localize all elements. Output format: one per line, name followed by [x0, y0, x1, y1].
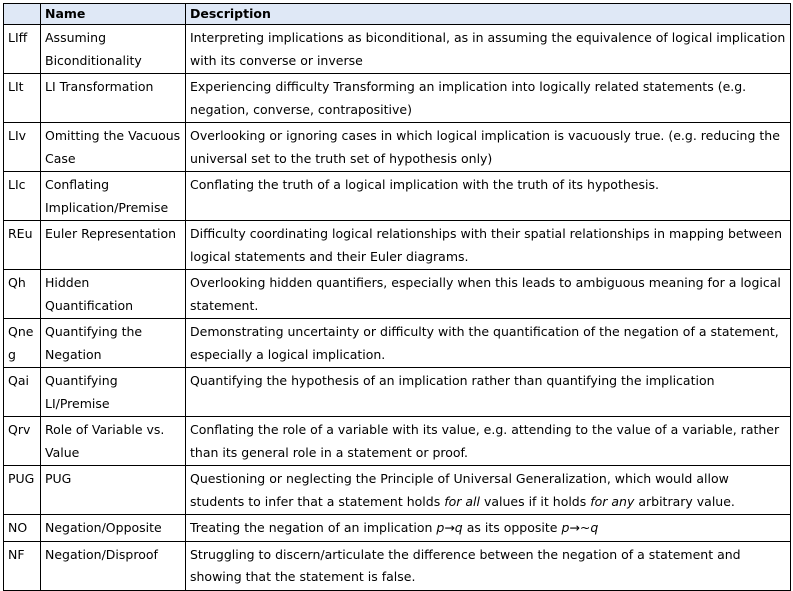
row-code: Qneg — [4, 319, 41, 368]
row-name: Conflating Implication/Premise — [41, 172, 186, 221]
row-description: Conflating the truth of a logical implication with the truth of its hypothesis. — [186, 172, 791, 221]
row-description: Overlooking hidden quantifiers, especially when this leads to ambiguous meaning for a logical statement. — [186, 270, 791, 319]
table-row — [4, 515, 791, 542]
header-name: Name — [41, 4, 186, 25]
row-name: Quantifying LI/Premise — [41, 368, 186, 417]
row-code: REu — [4, 221, 41, 270]
row-code: LIt — [4, 74, 41, 123]
row-name: Negation/Opposite — [41, 515, 186, 542]
header-description: Description — [186, 4, 791, 25]
row-description: Quantifying the hypothesis of an implication rather than quantifying the implication — [186, 368, 791, 417]
row-name: Quantifying the Negation — [41, 319, 186, 368]
table-row — [4, 25, 791, 74]
row-name: Negation/Disproof — [41, 541, 186, 590]
row-code: LIv — [4, 123, 41, 172]
row-code: NO — [4, 515, 41, 542]
row-code: Qai — [4, 368, 41, 417]
row-name: LI Transformation — [41, 74, 186, 123]
row-code: NF — [4, 541, 41, 590]
row-code: LIff — [4, 25, 41, 74]
table-row — [4, 466, 791, 515]
table-row — [4, 74, 791, 123]
table-row — [4, 123, 791, 172]
row-code: Qrv — [4, 417, 41, 466]
row-description: Treating the negation of an implication p→q as its opposite p→~q — [186, 515, 791, 542]
table-row — [4, 270, 791, 319]
row-name: Omitting the Vacuous Case — [41, 123, 186, 172]
table-row — [4, 172, 791, 221]
row-code: Qh — [4, 270, 41, 319]
row-name: PUG — [41, 466, 186, 515]
row-description: Overlooking or ignoring cases in which logical implication is vacuously true. (e.g. reducing the universal set to the truth set of hypothesis only) — [186, 123, 791, 172]
row-description: Demonstrating uncertainty or difficulty with the quantification of the negation of a statement, especially a logical implication. — [186, 319, 791, 368]
row-description: Questioning or neglecting the Principle of Universal Generalization, which would allow students to infer that a statement holds for all values if it holds for any arbitrary value. — [186, 466, 791, 515]
row-description: Conflating the role of a variable with its value, e.g. attending to the value of a variable, rather than its general role in a statement or proof. — [186, 417, 791, 466]
row-description: Struggling to discern/articulate the difference between the negation of a statement and showing that the statement is false. — [186, 541, 791, 590]
table-row — [4, 319, 791, 368]
row-name: Role of Variable vs. Value — [41, 417, 186, 466]
row-description: Difficulty coordinating logical relationships with their spatial relationships in mapping between logical statements and their Euler diagrams. — [186, 221, 791, 270]
row-code: PUG — [4, 466, 41, 515]
header-row — [4, 4, 791, 25]
table-row — [4, 221, 791, 270]
table-row — [4, 541, 791, 590]
header-code — [4, 4, 41, 25]
table-row — [4, 368, 791, 417]
table-row — [4, 417, 791, 466]
row-code: LIc — [4, 172, 41, 221]
row-name: Hidden Quantification — [41, 270, 186, 319]
row-name: Assuming Biconditionality — [41, 25, 186, 74]
definitions-table — [3, 3, 791, 591]
row-name: Euler Representation — [41, 221, 186, 270]
row-description: Interpreting implications as biconditional, as in assuming the equivalence of logical implication with its converse or inverse — [186, 25, 791, 74]
row-description: Experiencing difficulty Transforming an implication into logically related statements (e.g. negation, converse, contrapositive) — [186, 74, 791, 123]
